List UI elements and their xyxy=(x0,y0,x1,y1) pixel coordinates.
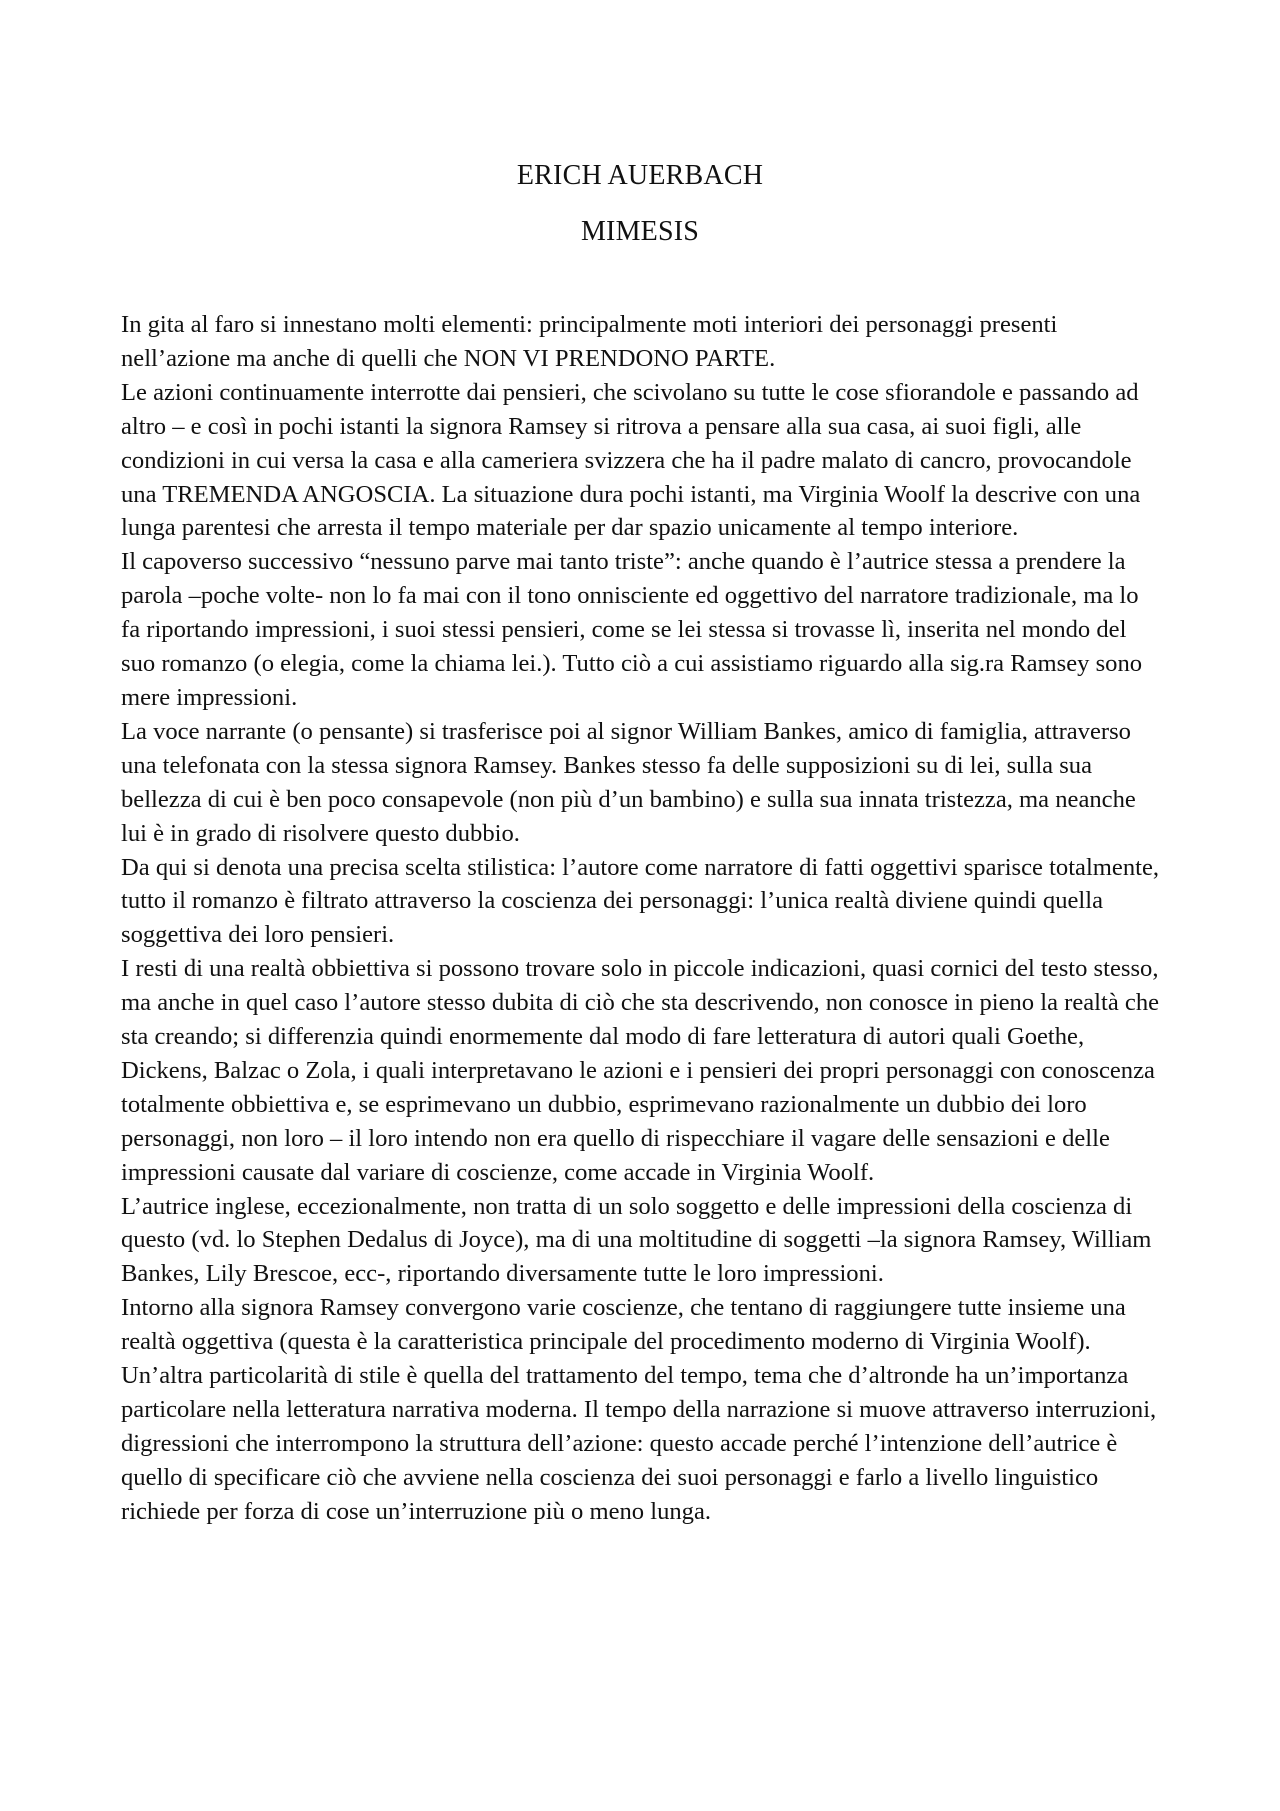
author-heading: ERICH AUERBACH xyxy=(516,160,764,191)
paragraph-william-bankes: La voce narrante (o pensante) si trasferisce poi al signor William Bankes, amico di famiglia, attraverso una telefonata con la stessa signora Ramsey. Bankes stesso fa delle supposizioni su di lei, sulla sua bellezza di cui è ben poco consapevole (non più d’un bambino) e sulla sua innata tristezza, ma neanche lui è in grado di risolvere questo dubbio. xyxy=(121,717,1136,847)
work-title-heading: MIMESIS xyxy=(580,216,700,247)
essay-body xyxy=(121,308,1161,1529)
paragraph-stylistic-choice: Da qui si denota una precisa scelta stilistica: l’autore come narratore di fatti oggettivi sparisce totalmente, tutto il romanzo è filtrato attraverso la coscienza dei personaggi: l’unica realtà diviene quindi quella soggettiva dei loro pensieri. xyxy=(121,853,1160,949)
paragraph-interrupted-actions: Le azioni continuamente interrotte dai pensieri, che scivolano su tutte le cose sfiorandole e passando ad altro – e così in pochi istanti la signora Ramsey si ritrova a pensare alla sua casa, ai suoi figli, alle condizioni in cui versa la casa e alla cameriera svizzera che ha il padre malato di cancro, provocandole una TREMENDA ANGOSCIA. La situazione dura pochi istanti, ma Virginia Woolf la descrive con una lunga parentesi che arresta il tempo materiale per dar spazio unicamente al tempo interiore. xyxy=(121,378,1141,542)
paragraph-converging-consciousness: Intorno alla signora Ramsey convergono varie coscienze, che tentano di raggiungere tutte insieme una realtà oggettiva (questa è la caratteristica principale del procedimento moderno di Virginia Woolf). xyxy=(121,1294,1126,1356)
paragraph-objective-reality: I resti di una realtà obbiettiva si possono trovare solo in piccole indicazioni, quasi cornici del testo stesso, ma anche in quel caso l’autore stesso dubita di ciò che sta descrivendo, non conosce in pieno la realtà che sta creando; si differenzia quindi enormemente dal modo di fare letteratura di autori quali Goethe, Dickens, Balzac o Zola, i quali interpretavano le azioni e i pensieri dei propri personaggi con conoscenza totalmente obbiettiva e, se esprimevano un dubbio, esprimevano razionalmente un dubbio dei loro personaggi, non loro – il loro intendo non era quello di rispecchiare il vagare delle sensazioni e delle impressioni causate dal variare di coscienze, come accade in Virginia Woolf. xyxy=(121,955,1160,1186)
title-block xyxy=(0,148,1280,260)
paragraph-treatment-of-time: Un’altra particolarità di stile è quella del trattamento del tempo, tema che d’altronde ha un’importanza particolare nella letteratura narrativa moderna. Il tempo della narrazione si muove attraverso interruzioni, digressioni che interrompono la struttura dell’azione: questo accade perché l’intenzione dell’autrice è quello di specificare ciò che avviene nella coscienza dei suoi personaggi e farlo a livello linguistico richiede per forza di cose un’interruzione più o meno lunga. xyxy=(121,1362,1157,1525)
paragraph-narrator-voice: Il capoverso successivo “nessuno parve mai tanto triste”: anche quando è l’autrice stessa a prendere la parola –poche volte- non lo fa mai con il tono onnisciente ed oggettivo del narratore tradizionale, ma lo fa riportando impressioni, i suoi stessi pensieri, come se lei stessa si trovasse lì, inserita nel mondo del suo romanzo (o elegia, come la chiama lei.). Tutto ciò a cui assistiamo riguardo alla sig.ra Ramsey sono mere impressioni. xyxy=(121,548,1143,711)
paragraph-multiple-subjects: L’autrice inglese, eccezionalmente, non tratta di un solo soggetto e delle impressioni della coscienza di questo (vd. lo Stephen Dedalus di Joyce), ma di una moltitudine di soggetti –la signora Ramsey, William Bankes, Lily Brescoe, ecc-, riportando diversamente tutte le loro impressioni. xyxy=(121,1192,1152,1288)
paragraph-intro: In gita al faro si innestano molti elementi: principalmente moti interiori dei personaggi presenti nell’azione ma anche di quelli che NON VI PRENDONO PARTE. xyxy=(121,311,1058,372)
